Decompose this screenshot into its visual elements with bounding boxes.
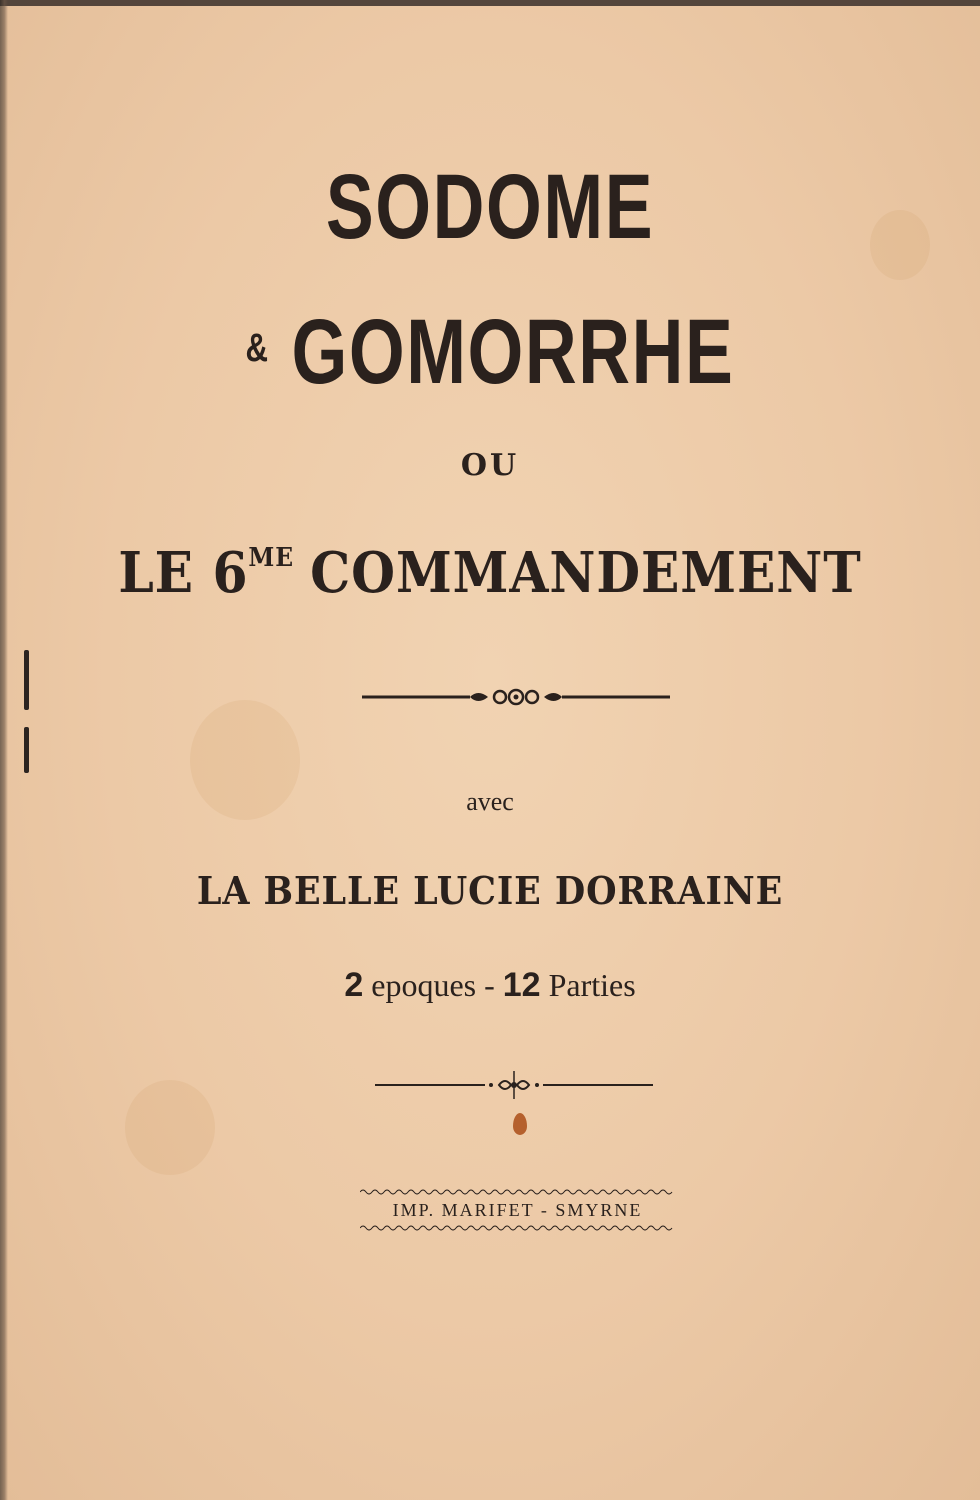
title-ou: OU: [460, 448, 520, 483]
performer-name: LA BELLE LUCIE DORRAINE: [196, 868, 784, 913]
parts-word: Parties: [548, 967, 636, 1003]
ink-drop: [513, 1113, 527, 1135]
ornament-divider-icon: [360, 683, 672, 711]
title-superscript-me: ME: [248, 543, 294, 574]
staple: [24, 650, 29, 710]
title-gomorrhe-line: [108, 300, 872, 405]
title-ampersand: &: [245, 326, 270, 371]
title-sodome: SODOME: [325, 156, 655, 258]
wavy-rule-top-icon: [360, 1188, 675, 1196]
parts-line: [0, 966, 980, 1005]
with-label: avec: [466, 787, 514, 816]
title-commandement: COMMANDEMENT: [310, 540, 862, 606]
wavy-rule-bottom-icon: [360, 1224, 675, 1232]
parts-epochs-word: epoques: [371, 967, 477, 1003]
staple: [24, 727, 29, 773]
ornament-divider-small-icon: [373, 1068, 655, 1100]
printer-name: IMP. MARIFET - SMYRNE: [392, 1200, 643, 1220]
paper-stain: [870, 210, 930, 280]
paper-stain: [125, 1080, 215, 1175]
parts-separator: -: [484, 967, 495, 1003]
parts-epochs-count: 2: [344, 966, 364, 1004]
printer-imprint: [360, 1188, 675, 1232]
title-gomorrhe: GOMORRHE: [291, 301, 735, 403]
title-le-6: LE 6: [118, 540, 249, 606]
title-commandement-line: [49, 540, 931, 606]
parts-count: 12: [502, 966, 541, 1004]
